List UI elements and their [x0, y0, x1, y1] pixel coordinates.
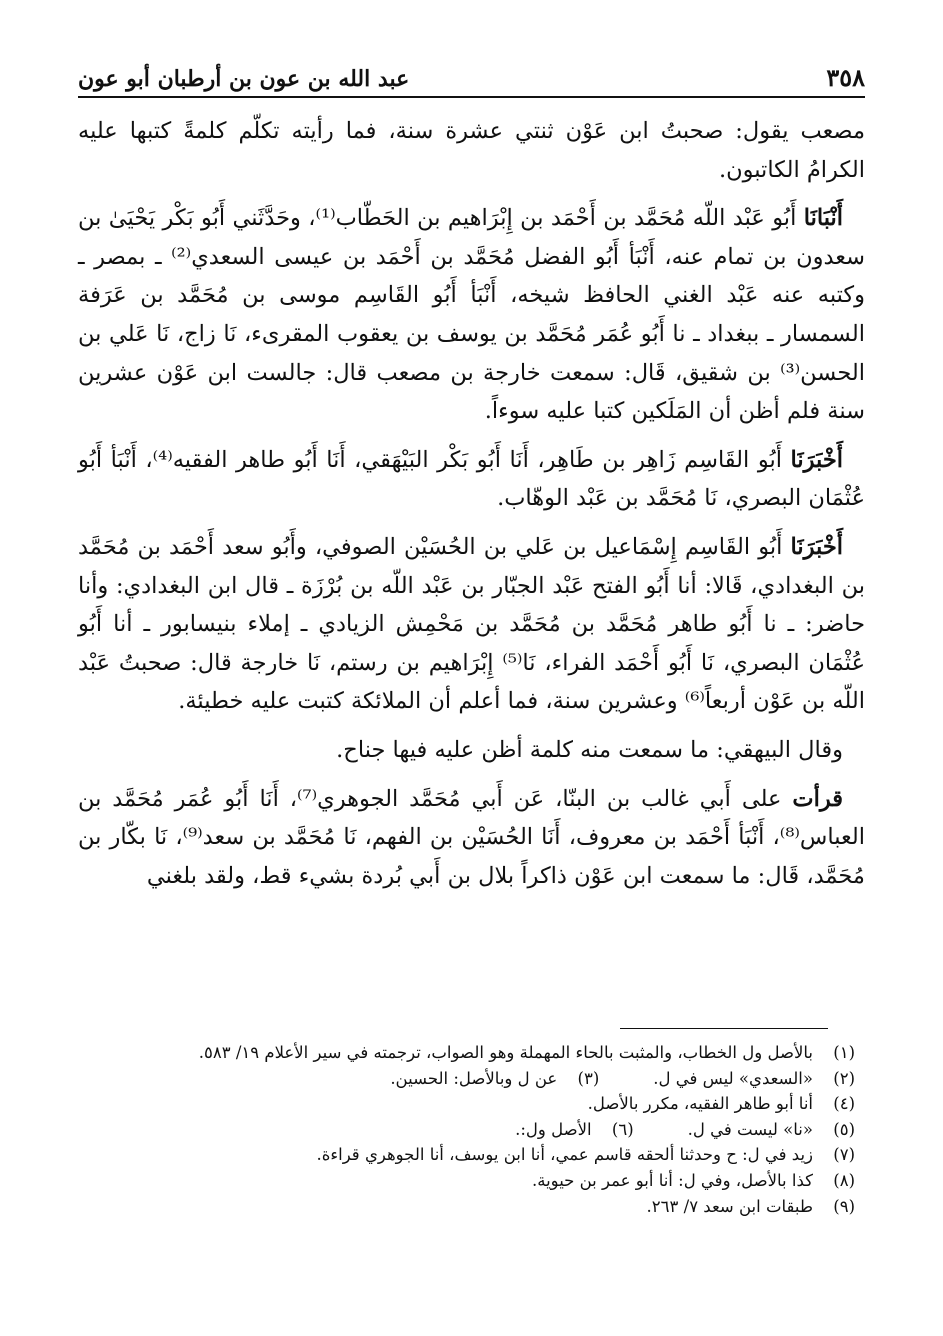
- footnote: [653, 1066, 855, 1092]
- footnote-text: «السعدي» ليس في ل.: [653, 1068, 813, 1088]
- footnote-number: (٢): [833, 1068, 855, 1088]
- footnote-text: كذا بالأصل، وفي ل: أنا أبو عمر بن حيوية.: [531, 1170, 813, 1190]
- footnote: [110, 1142, 855, 1168]
- paragraph-text: على أَبي غالب بن البنّا، عَن أَبي مُحَمَّد الجوهري⁽⁷⁾، أَنَا أَبُو عُمَر مُحَمَّد بن العباس⁽⁸⁾، أَنْبَأ أَحْمَد بن معروف، أَنَا الحُسَيْن بن الفهم، نَا مُحَمَّد بن سعد⁽⁹⁾، نَا بكّار بن مُحَمَّد، قَال: ما سمعت ابن عَوْن ذاكراً بلال بن أَبي بُردة بشيء قط، ولقد بلغني: [78, 785, 865, 889]
- footnote: [515, 1117, 634, 1143]
- transmission-keyword: قرأت: [792, 785, 843, 812]
- paragraph-text: مصعب يقول: صحبتُ ابن عَوْن ثنتي عشرة سنة، فما رأيته تكلّم كلمةً كتبها عليه الكرامُ الكاتبون.: [78, 118, 865, 183]
- footnote-number: (١): [833, 1043, 855, 1062]
- paragraph-text: أَبُو القَاسِم زَاهِر بن طَاهِر، أَنَا أَبُو بَكْر البَيْهَقي، أَنَا أَبُو طاهر الفقيه⁽⁴⁾، أَنْبَأ أَبُو عُثْمَان البصري، نَا مُحَمَّد بن عَبْد الوهّاب.: [78, 446, 865, 512]
- footnote-text: زيد في ل: ح وحدثنا ألحقه قاسم عمي، أنا ابن يوسف، أنا الجوهري قراءة.: [316, 1145, 813, 1165]
- paragraph: [78, 528, 865, 721]
- footnote: [688, 1117, 855, 1143]
- footnote-number: (٦): [611, 1119, 634, 1139]
- footnote-text: بالأصل ول الخطاب، والمثبت بالحاء المهملة وهو الصواب، ترجمته في سير الأعلام ١٩/ ٥٨٣.: [198, 1043, 813, 1062]
- paragraph-text: وقال البيهقي: ما سمعت منه كلمة أظن عليه فيها جناح.: [336, 736, 843, 763]
- page-header: [78, 58, 865, 98]
- footnote-text: الأصل ول:.: [515, 1119, 592, 1139]
- paragraph: [78, 199, 865, 431]
- footnote-number: (٤): [833, 1094, 855, 1114]
- transmission-keyword: أَخْبَرَنَا: [790, 533, 843, 560]
- footnote: [110, 1040, 855, 1066]
- footnote: [110, 1168, 855, 1194]
- footnote-row: [110, 1066, 855, 1092]
- footnote-number: (٨): [833, 1170, 855, 1190]
- footnote-text: طبقات ابن سعد ٧/ ٢٦٣.: [646, 1196, 813, 1216]
- paragraph: [78, 441, 865, 518]
- footnote-row: [110, 1117, 855, 1143]
- running-title: عبد الله بن عون بن أرطبان أبو عون: [78, 66, 410, 92]
- footnotes: [110, 1040, 855, 1219]
- footnote-number: (٧): [833, 1145, 855, 1165]
- footnote-text: أنا أبو طاهر الفقيه، مكرر بالأصل.: [587, 1094, 813, 1114]
- footnote-number: (٩): [833, 1196, 855, 1216]
- transmission-keyword: أَخْبَرَنَا: [790, 446, 843, 473]
- footnote-divider: [620, 1028, 828, 1029]
- main-text: [78, 112, 865, 905]
- transmission-keyword: أَنْبَانَا: [803, 205, 843, 232]
- footnote: [110, 1091, 855, 1117]
- footnote-number: (٥): [833, 1119, 855, 1139]
- paragraph: [78, 112, 865, 189]
- footnote: [390, 1066, 599, 1092]
- paragraph-text: أَبُو القَاسِم إِسْمَاعيل بن عَلي بن الحُسَيْن الصوفي، وأَبُو سعد أَحْمَد بن مُحَمَّد بن البغدادي، قَالا: أنا أَبُو الفتح عَبْد الجبّار بن عَبْد اللّه بن بُرْزَة ـ قال ابن البغدادي: وأنا حاضر: ـ نا أَبُو طاهر مُحَمَّد بن مُحَمَّد بن مَحْمِش الزيادي ـ إملاء بنيسابور ـ أنا أَبُو عُثْمَان البصري، نَا أَبُو أَحْمَد الفراء، نَا⁽⁵⁾ إِبْرَاهيم بن رستم، نَا خارجة قال: صحبتُ عَبْد اللّه بن عَوْن أربعاً⁽⁶⁾ وعشرين سنة، فما أعلم أن الملائكة كتبت عليه خطيئة.: [78, 533, 865, 715]
- footnote-number: (٣): [577, 1068, 600, 1088]
- paragraph-text: أَبُو عَبْد اللّه مُحَمَّد بن أَحْمَد بن إِبْرَاهيم بن الحَطّاب⁽¹⁾، وحَدَّثَني أَبُو بَكْر يَحْيَىٰ بن سعدون بن تمام عنه، أَنْبَأ أَبُو الفضل مُحَمَّد بن أَحْمَد بن عيسى السعدي⁽²⁾ ـ بمصر ـ وكتبه عنه عَبْد الغني الحافظ شيخه، أَنْبَأ أَبُو القَاسِم موسى بن مُحَمَّد بن عَرَفة السمسار ـ ببغداد ـ نا أَبُو عُمَر مُحَمَّد بن يوسف بن يعقوب المقرىء، نَا زاج، نَا عَلي بن الحسن⁽³⁾ بن شقيق، قَال: سمعت خارجة بن مصعب قال: جالست ابن عَوْن عشرين سنة فلم أظن أن المَلَكين كتبا عليه سوءاً.: [78, 205, 865, 425]
- paragraph: [78, 731, 865, 770]
- page-number: ٣٥٨: [826, 63, 865, 92]
- footnote-text: «نا» ليست في ل.: [687, 1119, 813, 1139]
- footnote: [110, 1194, 855, 1220]
- paragraph: [78, 780, 865, 896]
- footnote-text: عن ل وبالأصل: الحسين.: [390, 1068, 558, 1088]
